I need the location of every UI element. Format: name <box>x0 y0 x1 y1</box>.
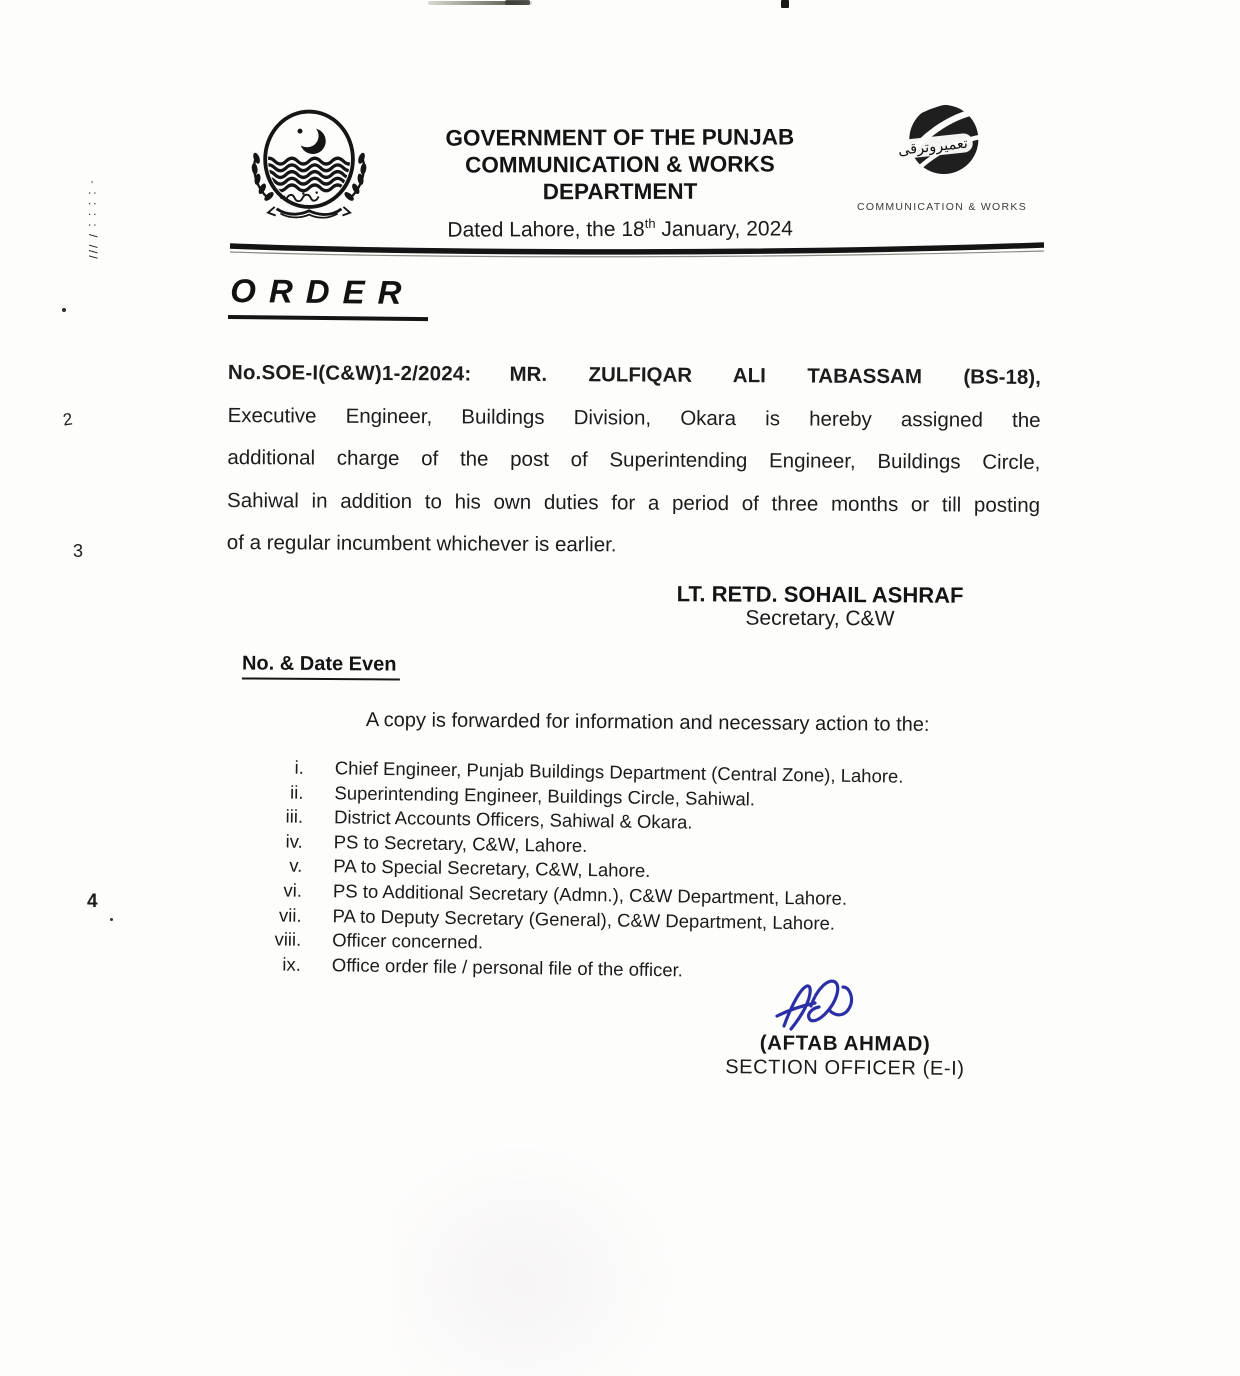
org-name-line2: COMMUNICATION & WORKS DEPARTMENT <box>465 151 775 205</box>
recipient-text: District Accounts Officers, Sahiwal & Okara. <box>333 806 693 833</box>
logo-caption: COMMUNICATION & WORKS <box>856 201 1028 213</box>
recipient-numeral: iii. <box>285 805 304 827</box>
margin-mark: 3 <box>73 541 84 561</box>
date-ordinal: th <box>644 215 656 231</box>
officer-name: MR. ZULFIQAR ALI TABASSAM (BS-18), <box>509 362 1041 389</box>
recipient-list <box>247 755 1030 988</box>
section-officer-title: SECTION OFFICER (E-I) <box>725 1056 965 1080</box>
margin-mark: 4 <box>87 891 98 912</box>
recipient-text: Office order file / personal file of the officer. <box>331 953 684 981</box>
org-name-line1: GOVERNMENT OF THE PUNJAB <box>445 124 795 151</box>
order-paragraph <box>227 394 1041 569</box>
order-first-line <box>228 352 1041 399</box>
separator-line-icon <box>228 241 1046 259</box>
scan-artifact <box>110 918 113 921</box>
margin-mark: 2 <box>61 409 74 430</box>
order-body <box>227 352 1041 569</box>
recipient-numeral: ix. <box>282 953 302 975</box>
cw-department-logo <box>856 94 1028 213</box>
scan-artifact-scribble: · : : : : / /// <box>86 180 100 261</box>
scan-artifact <box>781 0 789 8</box>
signatory-secretary <box>655 582 985 631</box>
scan-artifact <box>62 308 66 312</box>
order-heading: ORDER <box>228 272 429 321</box>
body-line: of a regular incumbent whichever is earlier. <box>226 530 617 557</box>
recipient-text: PS to Additional Secretary (Admn.), C&W Department, Lahore. <box>332 880 848 909</box>
punjab-crest-icon <box>248 104 372 224</box>
recipient-text: PS to Secretary, C&W, Lahore. <box>333 831 588 856</box>
recipient-numeral: vii. <box>278 904 302 926</box>
signatory-section-officer <box>695 1031 995 1081</box>
section-officer-name: (AFTAB AHMAD) <box>759 1031 931 1056</box>
recipient-numeral: iv. <box>285 830 303 852</box>
letterhead <box>385 123 855 243</box>
body-line: additional charge of the post of Superintending Engineer, Buildings Circle, <box>227 445 1041 474</box>
recipient-text: Superintending Engineer, Buildings Circle, Sahiwal. <box>334 781 756 810</box>
recipient-text: Officer concerned. <box>332 929 484 953</box>
scan-artifact <box>390 1140 680 1376</box>
recipient-numeral: v. <box>289 854 303 877</box>
recipient-text: PA to Deputy Secretary (General), C&W Department, Lahore. <box>332 904 836 934</box>
recipient-numeral: ii. <box>289 781 304 803</box>
endorsement-heading: No. & Date Even <box>242 652 401 680</box>
logo-urdu-text: تعميروترقى <box>897 135 969 159</box>
body-line: Sahiwal in addition to his own duties for a period of three months or till posting <box>227 488 1041 517</box>
body-line: Executive Engineer, Buildings Division, Okara is hereby assigned the <box>227 403 1041 432</box>
date-line <box>385 215 855 243</box>
recipient-numeral: viii. <box>274 928 302 950</box>
date-text: Dated Lahore, the 18 <box>447 217 645 242</box>
recipient-numeral: i. <box>294 756 304 778</box>
reference-number: No.SOE-I(C&W)1-2/2024: <box>227 360 472 386</box>
scan-artifact <box>505 0 530 5</box>
recipient-numeral: vi. <box>283 879 303 901</box>
punjab-crest-emblem <box>248 104 372 229</box>
secretary-title: Secretary, C&W <box>745 606 895 631</box>
signature-ink-icon <box>770 976 866 1038</box>
endorsement-intro: A copy is forwarded for information and necessary action to the: <box>365 709 930 736</box>
recipient-text: PA to Special Secretary, C&W, Lahore. <box>333 855 651 882</box>
recipient-text: Chief Engineer, Punjab Buildings Department (Central Zone), Lahore. <box>334 757 904 787</box>
date-text: January, 2024 <box>655 217 793 241</box>
header-separator-rule <box>228 241 1046 264</box>
secretary-name: LT. RETD. SOHAIL ASHRAF <box>676 581 964 608</box>
cw-logo-icon <box>887 94 997 194</box>
